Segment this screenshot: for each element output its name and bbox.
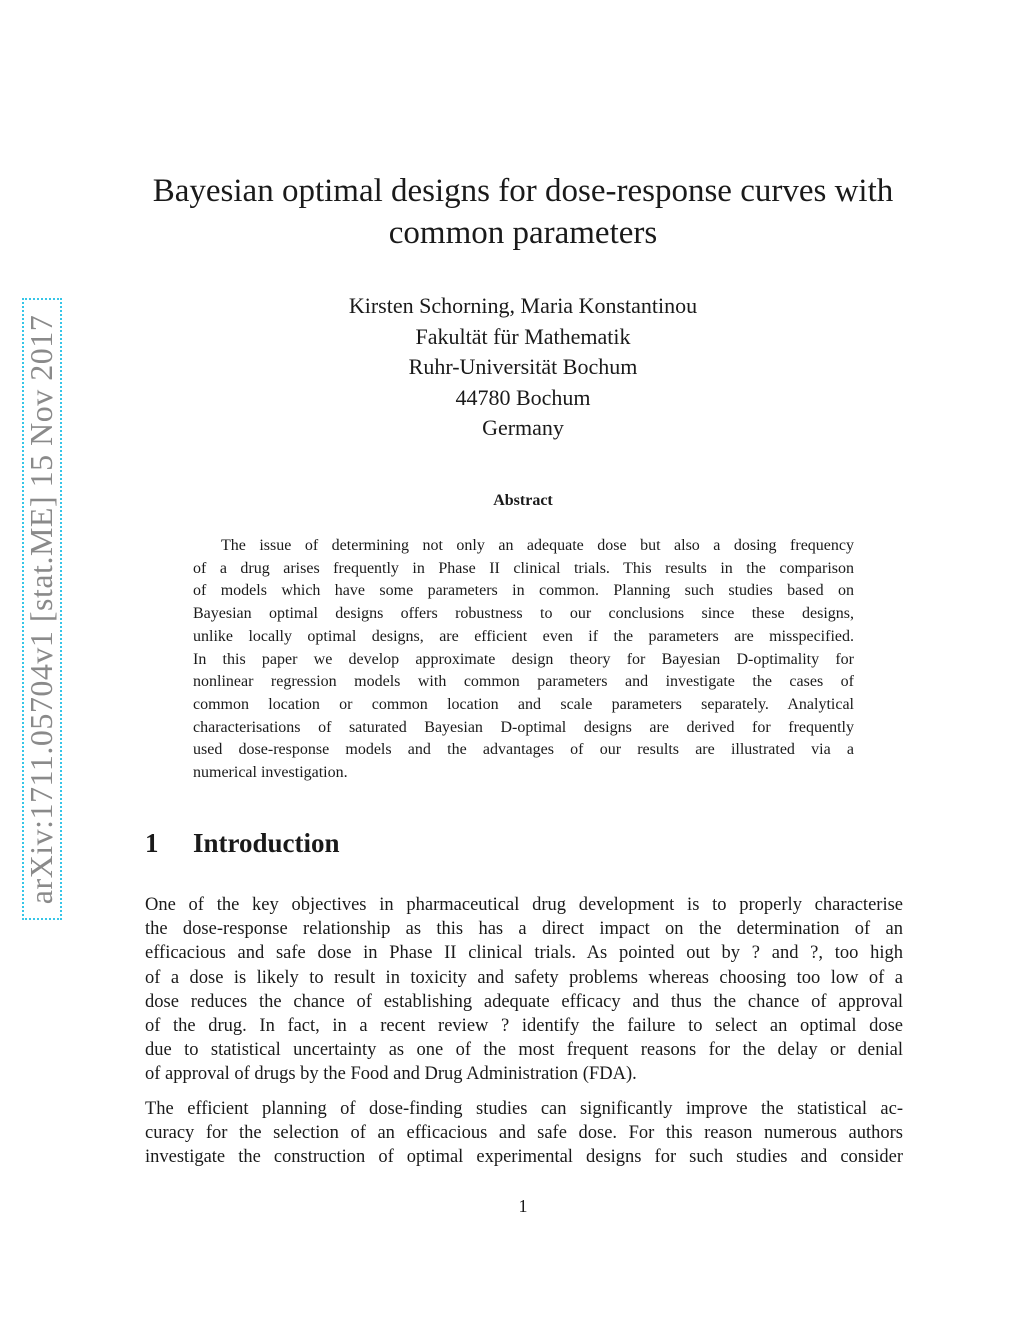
paragraph-line: of a dose is likely to result in toxicity and safety problems whereas choosing too low of a (145, 967, 903, 988)
paragraph-line: investigate the construction of optimal experimental designs for such studies and consider (145, 1147, 903, 1168)
author-department: Fakultät für Mathematik (415, 323, 631, 349)
paragraph-line: due to statistical uncertainty as one of the most frequent reasons for the delay or denial (145, 1040, 903, 1061)
paragraph-line: dose reduces the chance of establishing adequate efficacy and thus the chance of approval (145, 991, 903, 1012)
paragraph-line: of approval of drugs by the Food and Drug Administration (FDA). (145, 1064, 637, 1085)
abstract-line: of a drug arises frequently in Phase II clinical trials. This results in the comparison (193, 559, 854, 577)
arxiv-stamp (22, 298, 62, 920)
abstract-line: common location or common location and scale parameters separately. Analytical (193, 695, 854, 713)
abstract-line: In this paper we develop approximate design theory for Bayesian D-optimality for (193, 650, 854, 668)
section-number: 1 (145, 828, 159, 858)
paragraph-line: the dose-response relationship as this has a direct impact on the determination of an (145, 919, 903, 940)
paragraph-line: efficacious and safe dose in Phase II clinical trials. As pointed out by ? and ?, too high (145, 943, 903, 964)
abstract-line: unlike locally optimal designs, are efficient even if the parameters are misspecified. (193, 627, 854, 645)
author-names: Kirsten Schorning, Maria Konstantinou (348, 293, 698, 318)
page-number: 1 (518, 1196, 528, 1216)
abstract-body (193, 535, 854, 785)
title-line: common parameters (388, 215, 658, 251)
section-title: Introduction (193, 828, 340, 858)
abstract-line: nonlinear regression models with common parameters and investigate the cases of (193, 673, 854, 691)
paragraph-line: curacy for the selection of an efficacious and safe dose. For this reason numerous authors (145, 1123, 903, 1144)
abstract-line: used dose-response models and the advantages of our results are illustrated via a (193, 741, 854, 759)
paragraph-line: of the drug. In fact, in a recent review ? identify the failure to select an optimal dose (145, 1016, 903, 1037)
abstract-line: of models which have some parameters in common. Planning such studies based on (193, 582, 854, 600)
paper-title (130, 170, 916, 254)
introduction-paragraph-1 (145, 893, 903, 1087)
arxiv-identifier: arXiv:1711.05704v1 [stat.ME] 15 Nov 2017 (23, 314, 60, 904)
abstract-line: characterisations of saturated Bayesian D-optimal designs are derived for frequently (193, 718, 854, 736)
author-country: Germany (482, 415, 564, 440)
abstract-line: The issue of determining not only an adequate dose but also a dosing frequency (221, 537, 854, 554)
abstract-heading: Abstract (493, 492, 553, 509)
title-line: Bayesian optimal designs for dose-response curves with (152, 173, 894, 209)
abstract-line: Bayesian optimal designs offers robustness to our conclusions since these designs, (193, 605, 854, 623)
section-heading (145, 828, 905, 859)
abstract-line: numerical investigation. (193, 764, 348, 782)
paragraph-line: The efficient planning of dose-finding studies can significantly improve the statistical ac- (145, 1099, 903, 1119)
author-university: Ruhr-Universität Bochum (408, 354, 638, 379)
author-city: 44780 Bochum (455, 384, 591, 410)
paragraph-line: One of the key objectives in pharmaceutical drug development is to properly characterise (145, 895, 903, 915)
introduction-paragraph-2 (145, 1097, 903, 1170)
author-block (230, 291, 816, 444)
